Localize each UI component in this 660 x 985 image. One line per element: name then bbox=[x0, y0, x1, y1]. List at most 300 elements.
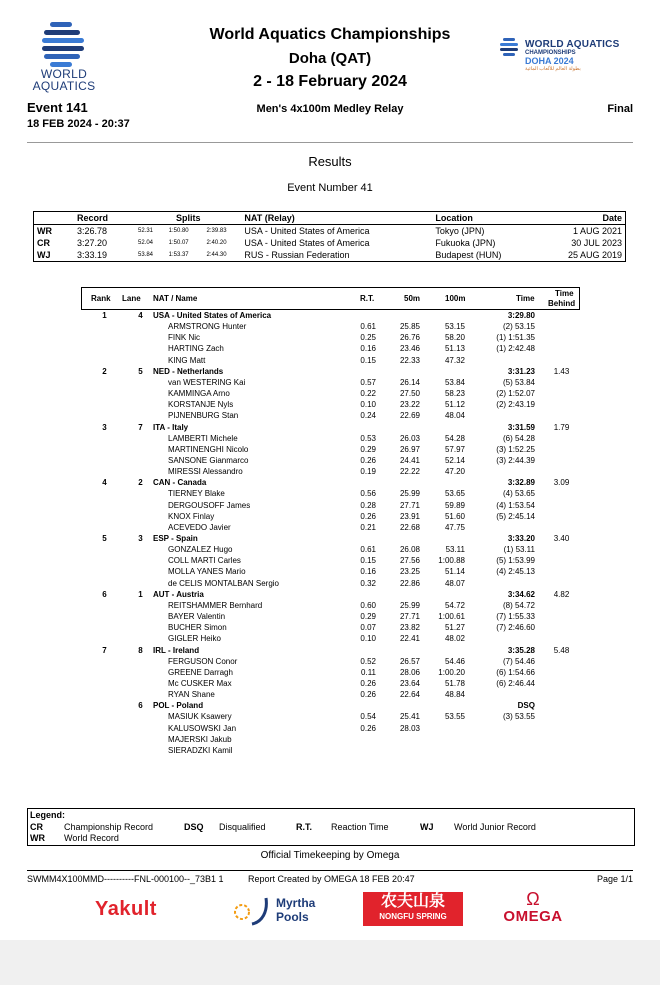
myrtha-swirl-icon bbox=[232, 894, 272, 928]
legend-text-wr: World Record bbox=[64, 833, 119, 843]
team-name: POL - Poland bbox=[153, 701, 204, 711]
swimmer-split-100m: 53.55 bbox=[444, 712, 465, 722]
team-rank: 7 bbox=[102, 645, 107, 655]
swimmer-row bbox=[0, 556, 660, 567]
swimmer-split-100m: 57.97 bbox=[444, 444, 465, 454]
swimmer-row bbox=[0, 746, 660, 757]
record-time: 3:33.19 bbox=[77, 250, 108, 260]
championship-dates: 2 - 18 February 2024 bbox=[253, 73, 407, 90]
swimmer-name: MIRESSI Alessandro bbox=[168, 467, 243, 477]
team-time-behind: 3.09 bbox=[553, 478, 570, 488]
records-header-location: Location bbox=[432, 212, 537, 225]
legend-code-wj: WJ bbox=[420, 822, 434, 832]
swimmer-name: van WESTERING Kai bbox=[168, 377, 246, 387]
record-location: Budapest (HUN) bbox=[435, 250, 502, 260]
swimmer-split-50m: 22.64 bbox=[399, 690, 420, 700]
team-lane: 6 bbox=[138, 701, 143, 711]
legend-code-dsq: DSQ bbox=[184, 822, 204, 832]
swimmer-name: KNOX Finlay bbox=[168, 511, 215, 521]
swimmer-split-100m: 53.65 bbox=[444, 489, 465, 499]
swimmer-split-100m: 54.72 bbox=[444, 600, 465, 610]
swimmer-reaction-time: 0.61 bbox=[360, 322, 376, 332]
swimmer-cumulative-split: (6) 2:46.44 bbox=[496, 678, 535, 688]
record-type: WJ bbox=[37, 250, 51, 260]
swimmer-split-50m: 26.76 bbox=[399, 333, 420, 343]
swimmer-name: REITSHAMMER Bernhard bbox=[168, 600, 263, 610]
swimmer-split-50m: 26.08 bbox=[399, 545, 420, 555]
doha-logo-icon bbox=[500, 38, 520, 56]
record-split-3: 2:40.20 bbox=[206, 240, 227, 246]
swimmer-row bbox=[0, 634, 660, 645]
swimmer-split-100m: 1:00.61 bbox=[438, 612, 465, 622]
swimmer-split-50m: 23.46 bbox=[399, 344, 420, 354]
team-lane: 1 bbox=[138, 589, 143, 599]
record-location: Tokyo (JPN) bbox=[435, 226, 485, 236]
swimmer-cumulative-split: (5) 2:45.14 bbox=[496, 511, 535, 521]
record-type: WR bbox=[37, 226, 52, 236]
swimmer-name: MOLLA YANES Mario bbox=[168, 567, 246, 577]
swimmer-name: FINK Nic bbox=[168, 333, 200, 343]
swimmer-name: MARTINENGHI Nicolo bbox=[168, 444, 249, 454]
swimmer-split-50m: 28.03 bbox=[399, 723, 420, 733]
timekeeping-note: Official Timekeeping by Omega bbox=[260, 850, 400, 861]
swimmer-reaction-time: 0.57 bbox=[360, 377, 376, 387]
team-lane: 2 bbox=[138, 478, 143, 488]
record-split-3: 2:39.83 bbox=[206, 228, 227, 234]
doha-logo-line3: DOHA 2024 bbox=[525, 56, 574, 66]
swimmer-reaction-time: 0.21 bbox=[360, 522, 376, 532]
swimmer-cumulative-split: (6) 54.28 bbox=[502, 433, 535, 443]
swimmer-name: MAJERSKI Jakub bbox=[168, 734, 232, 744]
nongfu-spring-logo bbox=[363, 892, 463, 926]
swimmer-split-100m: 51.13 bbox=[444, 344, 465, 354]
swimmer-reaction-time: 0.54 bbox=[360, 712, 376, 722]
swimmer-split-100m: 1:00.20 bbox=[438, 667, 465, 677]
nongfu-text-en: NONGFU SPRING bbox=[379, 912, 447, 921]
swimmer-split-50m: 27.71 bbox=[399, 500, 420, 510]
legend-text-wj: World Junior Record bbox=[454, 822, 536, 832]
swimmer-cumulative-split: (7) 2:46.60 bbox=[496, 623, 535, 633]
team-time-behind: 4.82 bbox=[553, 589, 570, 599]
team-row bbox=[0, 311, 660, 322]
records-header-splits: Splits bbox=[135, 212, 241, 225]
record-split-2: 1:53.37 bbox=[168, 252, 189, 258]
swimmer-row bbox=[0, 333, 660, 344]
header-50m: 50m bbox=[404, 294, 421, 303]
swimmer-split-100m: 53.11 bbox=[445, 545, 465, 555]
swimmer-reaction-time: 0.15 bbox=[360, 556, 376, 566]
team-lane: 3 bbox=[138, 534, 143, 543]
swimmer-cumulative-split: (6) 1:54.66 bbox=[496, 667, 535, 677]
event-number: Event Number 41 bbox=[287, 182, 373, 194]
legend-code-wr: WR bbox=[30, 833, 45, 843]
swimmer-cumulative-split: (1) 2:42.48 bbox=[496, 344, 535, 354]
swimmer-row bbox=[0, 389, 660, 400]
team-row bbox=[0, 423, 660, 434]
doha-logo-line1: WORLD AQUATICS bbox=[525, 38, 620, 50]
swimmer-reaction-time: 0.32 bbox=[360, 578, 376, 588]
swimmer-name: HARTING Zach bbox=[168, 344, 224, 354]
swimmer-split-100m: 48.02 bbox=[444, 634, 465, 644]
record-split-1: 53.84 bbox=[138, 252, 154, 258]
team-lane: 7 bbox=[138, 422, 143, 432]
results-title: Results bbox=[308, 154, 352, 169]
swimmer-name: ACEVEDO Javier bbox=[168, 522, 231, 532]
swimmer-row bbox=[0, 344, 660, 355]
swimmer-split-100m: 1:00.88 bbox=[438, 556, 465, 566]
swimmer-name: GREENE Darragh bbox=[168, 667, 233, 677]
record-nat: USA - United States of America bbox=[244, 238, 370, 248]
team-lane: 8 bbox=[138, 645, 143, 655]
swimmer-split-100m: 53.15 bbox=[444, 322, 465, 332]
swimmer-split-100m: 51.14 bbox=[444, 567, 465, 577]
swimmer-name: FERGUSON Conor bbox=[168, 656, 238, 666]
swimmer-reaction-time: 0.53 bbox=[360, 433, 376, 443]
team-row bbox=[0, 590, 660, 601]
swimmer-row bbox=[0, 489, 660, 500]
swimmer-reaction-time: 0.16 bbox=[360, 567, 376, 577]
swimmer-row bbox=[0, 712, 660, 723]
doha-logo-line2: CHAMPIONSHIPS bbox=[525, 49, 576, 56]
swimmer-cumulative-split: (7) 1:55.33 bbox=[496, 612, 535, 622]
swimmer-row bbox=[0, 623, 660, 634]
team-lane: 4 bbox=[138, 311, 143, 320]
swimmer-name: PIJNENBURG Stan bbox=[168, 411, 239, 421]
swimmer-split-100m: 54.28 bbox=[444, 433, 465, 443]
records-table bbox=[33, 211, 626, 262]
swimmer-name: KALUSOWSKI Jan bbox=[168, 723, 237, 733]
myrtha-pools-logo bbox=[232, 894, 332, 928]
records-header-record: Record bbox=[74, 212, 135, 225]
team-time: 3:32.89 bbox=[507, 478, 535, 488]
team-row bbox=[0, 646, 660, 657]
record-location: Fukuoka (JPN) bbox=[435, 238, 496, 248]
team-time: 3:33.20 bbox=[507, 534, 535, 543]
legend-text-cr: Championship Record bbox=[64, 822, 154, 832]
swimmer-row bbox=[0, 690, 660, 701]
swimmer-split-50m: 22.69 bbox=[399, 411, 420, 421]
swimmer-row bbox=[0, 445, 660, 456]
team-time-behind: 3.40 bbox=[553, 534, 570, 543]
swimmer-reaction-time: 0.15 bbox=[360, 355, 376, 365]
team-time: DSQ bbox=[517, 701, 535, 711]
swimmer-reaction-time: 0.26 bbox=[360, 678, 376, 688]
swimmer-reaction-time: 0.16 bbox=[360, 344, 376, 354]
report-created: Report Created by OMEGA 18 FEB 20:47 bbox=[248, 874, 415, 884]
swimmer-cumulative-split: (3) 53.55 bbox=[502, 712, 535, 722]
header-100m: 100m bbox=[445, 294, 466, 303]
results-header bbox=[81, 287, 580, 310]
swimmer-cumulative-split: (7) 54.46 bbox=[502, 656, 535, 666]
record-time: 3:27.20 bbox=[77, 238, 108, 248]
record-split-2: 1:50.07 bbox=[168, 240, 189, 246]
records-header-row bbox=[34, 212, 626, 225]
record-date: 25 AUG 2019 bbox=[567, 250, 622, 260]
doha-2024-logo bbox=[500, 38, 640, 72]
swimmer-split-50m: 23.64 bbox=[399, 678, 420, 688]
header-name: NAT / Name bbox=[153, 294, 198, 303]
record-split-1: 52.31 bbox=[138, 228, 154, 234]
swimmer-row bbox=[0, 378, 660, 389]
swimmer-reaction-time: 0.26 bbox=[360, 690, 376, 700]
swimmer-row bbox=[0, 400, 660, 411]
swimmer-cumulative-split: (8) 54.72 bbox=[502, 600, 535, 610]
swimmer-reaction-time: 0.56 bbox=[360, 489, 376, 499]
swimmer-reaction-time: 0.61 bbox=[360, 545, 376, 555]
swimmer-split-50m: 22.22 bbox=[399, 467, 420, 477]
swimmer-split-100m: 48.07 bbox=[444, 578, 465, 588]
swimmer-split-50m: 23.22 bbox=[399, 400, 420, 410]
nongfu-text-cn: 农夫山泉 bbox=[380, 893, 445, 910]
swimmer-name: LAMBERTI Michele bbox=[168, 433, 238, 443]
swimmer-split-50m: 25.99 bbox=[399, 489, 420, 499]
swimmer-name: Mc CUSKER Max bbox=[168, 678, 232, 688]
team-rank: 2 bbox=[102, 366, 107, 376]
record-type: CR bbox=[37, 238, 50, 248]
swimmer-row bbox=[0, 657, 660, 668]
legend-code-rt: R.T. bbox=[296, 822, 313, 832]
legend-code-cr: CR bbox=[30, 822, 43, 832]
swimmer-split-100m: 51.78 bbox=[444, 678, 465, 688]
swimmer-split-50m: 25.99 bbox=[399, 600, 420, 610]
swimmer-name: GONZALEZ Hugo bbox=[168, 545, 233, 555]
record-row bbox=[34, 225, 626, 238]
swimmer-name: RYAN Shane bbox=[168, 690, 215, 700]
header-time: Time bbox=[516, 294, 535, 303]
record-row bbox=[34, 249, 626, 262]
swimmer-cumulative-split: (5) 53.84 bbox=[502, 377, 535, 387]
header-divider bbox=[27, 142, 633, 143]
swimmer-row bbox=[0, 356, 660, 367]
swimmer-split-100m: 58.20 bbox=[444, 333, 465, 343]
team-time: 3:31.23 bbox=[507, 366, 535, 376]
team-name: USA - United States of America bbox=[153, 311, 272, 320]
swimmer-split-100m: 53.84 bbox=[444, 377, 465, 387]
team-time-behind: 1.79 bbox=[553, 422, 570, 432]
team-name: CAN - Canada bbox=[153, 478, 207, 488]
swimmer-row bbox=[0, 467, 660, 478]
legend-box bbox=[27, 808, 635, 846]
swimmer-split-50m: 26.14 bbox=[399, 377, 420, 387]
swimmer-split-100m: 47.32 bbox=[444, 355, 465, 365]
swimmer-split-50m: 23.25 bbox=[399, 567, 420, 577]
swimmer-split-50m: 22.68 bbox=[399, 522, 420, 532]
page-number: Page 1/1 bbox=[596, 874, 633, 884]
team-time: 3:35.28 bbox=[507, 645, 535, 655]
swimmer-row bbox=[0, 434, 660, 445]
swimmer-split-100m: 58.23 bbox=[444, 389, 465, 399]
swimmer-row bbox=[0, 411, 660, 422]
swimmer-reaction-time: 0.19 bbox=[360, 467, 376, 477]
swimmer-split-50m: 24.41 bbox=[399, 455, 420, 465]
omega-symbol-icon: Ω bbox=[526, 889, 540, 909]
swimmer-name: TIERNEY Blake bbox=[168, 489, 225, 499]
swimmer-reaction-time: 0.25 bbox=[360, 333, 376, 343]
swimmer-cumulative-split: (2) 1:52.07 bbox=[496, 389, 535, 399]
team-row bbox=[0, 478, 660, 489]
swimmer-cumulative-split: (5) 1:53.99 bbox=[496, 556, 535, 566]
swimmer-cumulative-split: (1) 53.11 bbox=[503, 545, 535, 555]
swimmer-split-100m: 59.89 bbox=[444, 500, 465, 510]
record-split-3: 2:44.30 bbox=[206, 252, 227, 258]
swimmer-name: SANSONE Gianmarco bbox=[168, 455, 249, 465]
omega-text: OMEGA bbox=[503, 908, 563, 925]
swimmer-split-100m: 51.27 bbox=[444, 623, 465, 633]
swimmer-reaction-time: 0.26 bbox=[360, 455, 376, 465]
team-rank: 6 bbox=[102, 589, 107, 599]
swimmer-reaction-time: 0.29 bbox=[360, 444, 376, 454]
team-rank: 1 bbox=[102, 311, 107, 320]
swimmer-cumulative-split: (1) 1:51.35 bbox=[496, 333, 535, 343]
swimmer-split-50m: 22.33 bbox=[399, 355, 420, 365]
swimmer-reaction-time: 0.10 bbox=[360, 634, 376, 644]
swimmer-row bbox=[0, 545, 660, 556]
header-behind-1: Time bbox=[555, 289, 574, 298]
record-date: 1 AUG 2021 bbox=[572, 226, 622, 236]
swimmer-split-50m: 23.91 bbox=[399, 511, 420, 521]
swimmer-split-50m: 27.56 bbox=[399, 556, 420, 566]
team-rank: 5 bbox=[102, 534, 107, 543]
wa-logo-bars-icon bbox=[42, 22, 98, 68]
record-split-1: 52.04 bbox=[138, 240, 154, 246]
swimmer-reaction-time: 0.60 bbox=[360, 600, 376, 610]
team-time: 3:29.80 bbox=[507, 311, 535, 320]
swimmer-reaction-time: 0.29 bbox=[360, 612, 376, 622]
swimmer-reaction-time: 0.24 bbox=[360, 411, 376, 421]
swimmer-reaction-time: 0.10 bbox=[360, 400, 376, 410]
swimmer-row bbox=[0, 735, 660, 746]
swimmer-split-50m: 22.41 bbox=[399, 634, 420, 644]
swimmer-name: KAMMINGA Arno bbox=[168, 389, 230, 399]
swimmer-row bbox=[0, 668, 660, 679]
team-time-behind: 5.48 bbox=[553, 645, 570, 655]
swimmer-split-50m: 25.85 bbox=[399, 322, 420, 332]
swimmer-split-100m: 54.46 bbox=[444, 656, 465, 666]
team-name: IRL - Ireland bbox=[153, 645, 200, 655]
swimmer-split-50m: 25.41 bbox=[399, 712, 420, 722]
team-rank: 3 bbox=[102, 422, 107, 432]
event-name: Men's 4x100m Medley Relay bbox=[256, 103, 404, 115]
swimmer-row bbox=[0, 322, 660, 333]
swimmer-row bbox=[0, 612, 660, 623]
team-time: 3:34.62 bbox=[507, 589, 535, 599]
swimmer-cumulative-split: (3) 1:52.25 bbox=[496, 444, 535, 454]
header-lane: Lane bbox=[122, 294, 141, 303]
swimmer-split-100m: 51.60 bbox=[444, 511, 465, 521]
swimmer-reaction-time: 0.07 bbox=[360, 623, 376, 633]
team-time-behind: 1.43 bbox=[553, 366, 570, 376]
swimmer-name: KING Matt bbox=[168, 355, 206, 365]
record-date: 30 JUL 2023 bbox=[571, 238, 622, 248]
report-code: SWMM4X100MMD----------FNL-000100--_73B1 1 bbox=[27, 874, 224, 884]
record-nat: RUS - Russian Federation bbox=[244, 250, 350, 260]
event-date: 18 FEB 2024 - 20:37 bbox=[27, 118, 130, 130]
swimmer-name: de CELIS MONTALBAN Sergio bbox=[168, 578, 280, 588]
team-name: NED - Netherlands bbox=[153, 366, 224, 376]
records-header-nat: NAT (Relay) bbox=[241, 212, 432, 225]
swimmer-split-50m: 23.82 bbox=[399, 623, 420, 633]
swimmer-row bbox=[0, 724, 660, 735]
swimmer-reaction-time: 0.26 bbox=[360, 723, 376, 733]
team-name: ITA - Italy bbox=[153, 422, 189, 432]
team-row bbox=[0, 534, 660, 545]
swimmer-name: DERGOUSOFF James bbox=[168, 500, 251, 510]
swimmer-cumulative-split: (4) 53.65 bbox=[502, 489, 535, 499]
header-rank: Rank bbox=[91, 294, 111, 303]
team-time: 3:31.59 bbox=[507, 422, 535, 432]
swimmer-cumulative-split: (3) 2:44.39 bbox=[496, 455, 535, 465]
swimmer-row bbox=[0, 456, 660, 467]
swimmer-split-50m: 22.86 bbox=[399, 578, 420, 588]
omega-logo bbox=[495, 890, 571, 926]
swimmer-name: BAYER Valentin bbox=[168, 612, 226, 622]
event-number-label: Event 141 bbox=[27, 100, 88, 115]
swimmer-name: SIERADZKI Kamil bbox=[168, 745, 233, 755]
swimmer-row bbox=[0, 679, 660, 690]
record-time: 3:26.78 bbox=[77, 226, 108, 236]
swimmer-cumulative-split: (4) 2:45.13 bbox=[496, 567, 535, 577]
wa-logo-text-2: AQUATICS bbox=[32, 79, 96, 93]
swimmer-row bbox=[0, 512, 660, 523]
legend-text-dsq: Disqualified bbox=[219, 822, 266, 832]
page-bottom-background bbox=[0, 940, 660, 985]
swimmer-split-100m: 52.14 bbox=[444, 455, 465, 465]
records-header-date: Date bbox=[537, 212, 625, 225]
swimmer-split-50m: 26.57 bbox=[399, 656, 420, 666]
legend-text-rt: Reaction Time bbox=[331, 822, 389, 832]
swimmer-reaction-time: 0.11 bbox=[361, 667, 376, 677]
swimmer-split-50m: 26.97 bbox=[399, 444, 420, 454]
championship-title: World Aquatics Championships bbox=[209, 26, 451, 43]
swimmer-split-50m: 26.03 bbox=[399, 433, 420, 443]
swimmer-cumulative-split: (4) 1:53.54 bbox=[496, 500, 535, 510]
team-rank: 4 bbox=[102, 478, 107, 488]
swimmer-row bbox=[0, 579, 660, 590]
wa-logo-text-1: WORLD bbox=[40, 67, 88, 81]
swimmer-name: BUCHER Simon bbox=[168, 623, 227, 633]
swimmer-split-100m: 48.04 bbox=[444, 411, 465, 421]
record-nat: USA - United States of America bbox=[244, 226, 370, 236]
myrtha-text-2: Pools bbox=[276, 910, 309, 924]
team-lane: 5 bbox=[138, 366, 143, 376]
team-name: ESP - Spain bbox=[153, 534, 198, 543]
swimmer-split-100m: 47.20 bbox=[444, 467, 465, 477]
footer-divider bbox=[27, 870, 633, 871]
team-row bbox=[0, 367, 660, 378]
doha-logo-line4: بطولة العالم للألعاب المائية bbox=[525, 66, 581, 72]
swimmer-reaction-time: 0.22 bbox=[360, 389, 376, 399]
swimmer-name: GIGLER Heiko bbox=[168, 634, 221, 644]
yakult-logo: Yakult bbox=[95, 898, 157, 920]
swimmer-split-50m: 27.71 bbox=[399, 612, 420, 622]
swimmer-name: COLL MARTI Carles bbox=[168, 556, 241, 566]
header-behind-2: Behind bbox=[548, 299, 576, 308]
swimmer-split-50m: 27.50 bbox=[399, 389, 420, 399]
swimmer-name: ARMSTRONG Hunter bbox=[168, 322, 247, 332]
team-row bbox=[0, 701, 660, 712]
swimmer-row bbox=[0, 567, 660, 578]
world-aquatics-logo bbox=[30, 22, 98, 92]
myrtha-text-1: Myrtha bbox=[276, 896, 316, 910]
swimmer-cumulative-split: (2) 2:43.19 bbox=[496, 400, 535, 410]
record-split-2: 1:50.80 bbox=[168, 228, 189, 234]
swimmer-reaction-time: 0.52 bbox=[360, 656, 376, 666]
swimmer-split-50m: 28.06 bbox=[399, 667, 420, 677]
team-name: AUT - Austria bbox=[153, 589, 204, 599]
swimmer-row bbox=[0, 601, 660, 612]
swimmer-split-100m: 48.84 bbox=[444, 690, 465, 700]
swimmer-split-100m: 47.75 bbox=[444, 522, 465, 532]
